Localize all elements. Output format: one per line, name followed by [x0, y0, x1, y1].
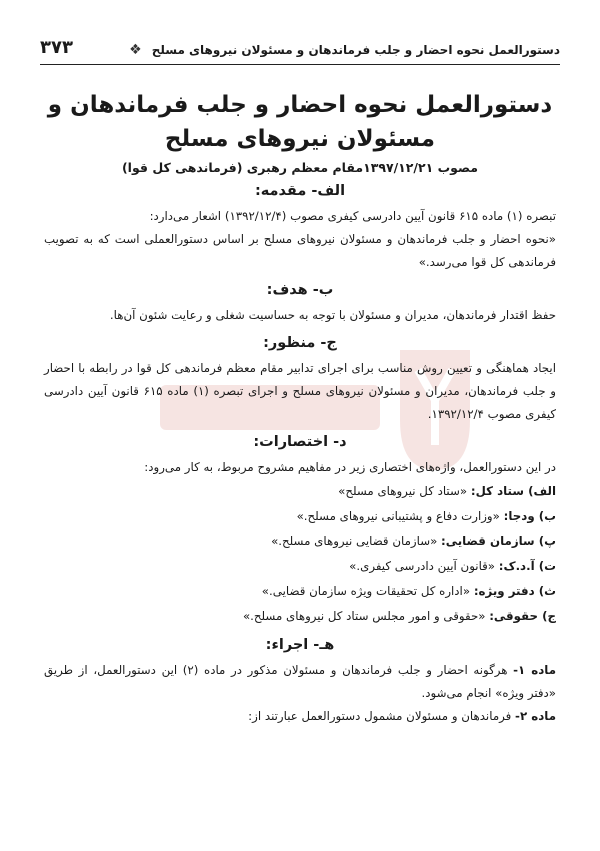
article-2-text: فرماندهان و مسئولان مشمول دستورالعمل عبارتند از: [248, 709, 512, 723]
intro-line: تبصره (۱) ماده ۶۱۵ قانون آیین دادرسی کیفری مصوب (۱۳۹۲/۱۲/۴) اشعار می‌دارد: [149, 209, 556, 223]
running-title: دستورالعمل نحوه احضار و جلب فرماندهان و مسئولان نیروهای مسلح [151, 43, 560, 57]
abbreviation-key: ب) ودجا: [503, 509, 556, 523]
document-subtitle: مصوب ۱۳۹۷/۱۲/۲۱مقام معظم رهبری (فرماندهی کل قوا) [121, 160, 479, 175]
abbreviation-key: پ) سازمان قضایی: [441, 534, 556, 548]
abbreviation-key: ج) حقوقی: [489, 609, 556, 623]
article-2 [44, 705, 556, 728]
document-title: دستورالعمل نحوه احضار و جلب فرماندهان و مسئولان نیروهای مسلح [47, 92, 553, 152]
section-heading-intro: الف- مقدمه: [254, 183, 346, 199]
abbreviation-item [44, 504, 556, 529]
abbreviation-value: «سازمان قضایی نیروهای مسلح.» [271, 534, 438, 548]
page-header [40, 28, 560, 65]
section-heading-abbreviations: د- اختصارات: [253, 434, 347, 450]
abbreviation-value: «ستاد کل نیروهای مسلح» [338, 484, 468, 498]
running-header [129, 42, 560, 58]
abbreviation-item [44, 579, 556, 604]
abbreviation-key: ت) آ.د.ک: [498, 559, 556, 573]
abbreviation-value: «حقوقی و امور مجلس ستاد کل نیروهای مسلح.» [242, 609, 486, 623]
abbreviation-value: «اداره کل تحقیقات ویژه سازمان قضایی.» [261, 584, 471, 598]
article-1-label: ماده ۱- [513, 663, 557, 677]
abbreviation-key: الف) ستاد کل: [470, 484, 556, 498]
abbreviation-item [44, 529, 556, 554]
intro-quote: «نحوه احضار و جلب فرماندهان و مسئولان نیروهای مسلح بر اساس دستورالعملی است که به تصویب فرماندهی کل قوا می‌رسد.» [44, 232, 556, 269]
goal-text: حفظ اقتدار فرماندهان، مدیران و مسئولان با توجه به حساسیت شغلی و رعایت شئون آن‌ها. [109, 308, 556, 322]
abbreviation-value: «قانون آیین دادرسی کیفری.» [349, 559, 496, 573]
article-1 [44, 659, 556, 705]
page-number: ۳۷۳ [40, 37, 73, 58]
abbreviation-item [44, 604, 556, 629]
ornament-icon: ❖ [129, 42, 142, 58]
abbreviation-item [44, 479, 556, 504]
article-1-text: هرگونه احضار و جلب فرماندهان و مسئولان مذکور در ماده (۲) این دستورالعمل، از طریق «دفتر ویژه» انجام می‌شود. [44, 663, 556, 700]
page-content [44, 88, 556, 728]
abbreviation-item [44, 554, 556, 579]
section-heading-execution: هـ- اجراء: [265, 637, 335, 653]
abbreviations-intro: در این دستورالعمل، واژه‌های اختصاری زیر در مفاهیم مشروح مربوط، به کار می‌رود: [144, 460, 556, 474]
purpose-text: ایجاد هماهنگی و تعیین روش مناسب برای اجرای تدابیر مقام معظم فرماندهی کل قوا در رابطه با احضار و جلب فرماندهان، مدیران و مسئولان نیروهای مسلح و اجرای تبصره (۱) ماده ۶۱۵ قانون آیین دادرسی کیفری مصوب ۱۳۹۲/۱۲/۴. [44, 361, 556, 421]
abbreviation-value: «وزارت دفاع و پشتیبانی نیروهای مسلح.» [296, 509, 500, 523]
section-heading-goal: ب- هدف: [266, 282, 334, 298]
abbreviation-key: ث) دفتر ویژه: [473, 584, 556, 598]
article-2-label: ماده ۲- [515, 709, 556, 723]
section-heading-purpose: ج- منظور: [263, 335, 337, 351]
